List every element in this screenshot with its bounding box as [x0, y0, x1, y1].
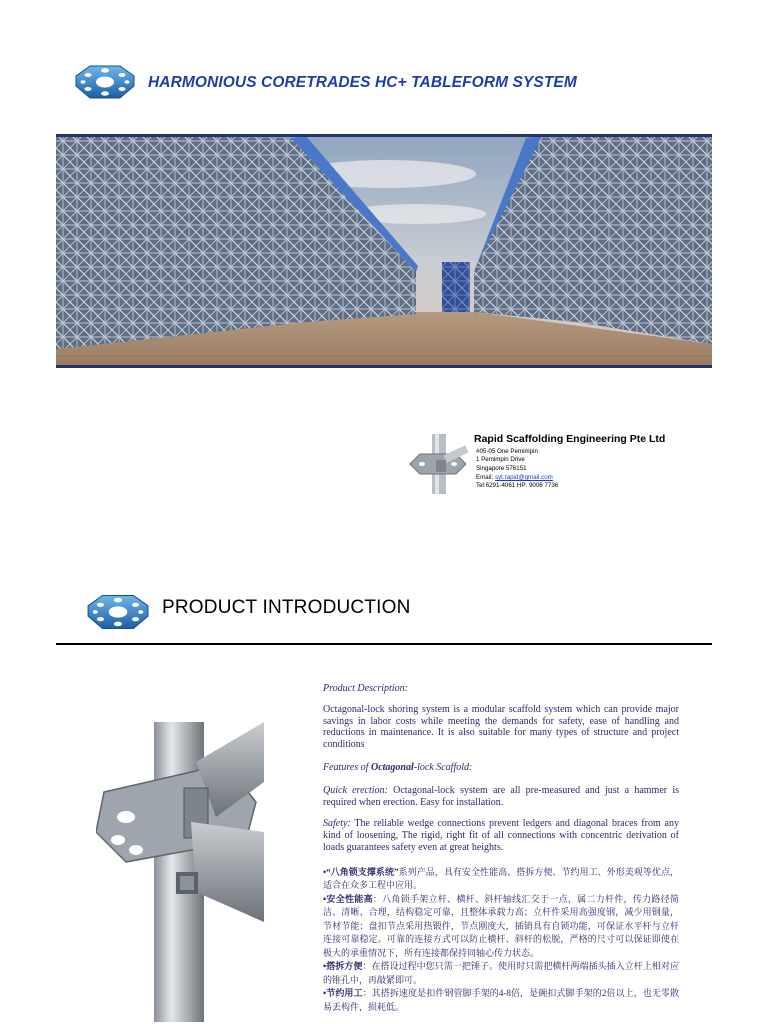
safety-label: Safety: — [323, 818, 351, 830]
address-line-2: 1 Pemimpin Drive — [476, 456, 525, 463]
address-line-3: Singapore 576151 — [476, 465, 527, 472]
quick-erection — [323, 785, 679, 809]
safety — [323, 818, 679, 853]
scaffolding-photo — [56, 134, 712, 367]
cn-bold-2: •安全性能高 — [323, 893, 373, 904]
coupler-photo — [96, 722, 264, 1022]
phone-line: Tel:6291-4061 HP: 9006 7736 — [476, 482, 559, 489]
coupler-thumbnail — [406, 434, 470, 494]
cn-bold-3: •搭拆方便 — [323, 961, 363, 972]
features-suffix: -lock Scaffold: — [413, 761, 473, 773]
cn-paragraph-2 — [323, 893, 679, 961]
product-description — [323, 683, 679, 1014]
page-title: HARMONIOUS CORETRADES HC+ TABLEFORM SYSTEM — [148, 74, 577, 91]
email-label: Email: — [476, 474, 494, 481]
email-line — [476, 474, 553, 482]
cn-text-2: ：八角锁手架立杆、横杆、斜杆轴线汇交于一点，属二力杆件，传力路径简洁、清晰、合理，结构稳定可靠，且整体承载力高；立杆件采用高强度钢，减少用钢量，节材节能；盘扣节点采用热锻件，节点刚度大，插销具有自锁功能，可保证水平杆与立杆连接可靠稳定。可靠的连接方式可以防止横杆、斜杆的松脱，严格的尺寸可以保证即使在极大的承重情况下，所有连接都保持同轴心传力状态。 — [323, 893, 679, 958]
cn-text-1: 系列产品，具有安全性能高、搭拆方便、节约用工、外形美观等优点，适合在众多工程中应用。 — [323, 866, 679, 891]
hero-bottom-border — [56, 365, 712, 368]
cn-paragraph-3 — [323, 960, 679, 987]
features-heading — [323, 762, 679, 774]
quick-erection-label: Quick erection: — [323, 784, 388, 796]
features-prefix: Features of — [323, 761, 369, 773]
cn-paragraph-1 — [323, 866, 679, 893]
section-logo — [86, 592, 150, 632]
cn-bold-1: •“八角锁支撑系统” — [323, 866, 399, 877]
company-logo — [74, 63, 136, 101]
cn-text-3: ：在搭设过程中您只需一把锤子。使用时只需把横杆两端插头插入立杆上相对应的锥孔中，再敲紧即可。 — [323, 961, 679, 985]
company-name: Rapid Scaffolding Engineering Pte Ltd — [474, 433, 666, 445]
quick-erection-text: Octagonal-lock system are all pre-measured and just a hammer is required when erection. Easy for installation. — [323, 784, 680, 808]
section-divider — [56, 643, 712, 645]
cn-text-4: ：其搭拆速度是扣件钢管脚手架的4-8倍，是碗扣式脚手架的2倍以上，也无零散易丢构件，损耗低。 — [323, 988, 680, 1012]
hero-top-border — [56, 134, 712, 137]
email-link[interactable]: syt.rapid@gmail.com — [494, 474, 553, 481]
description-text: Octagonal-lock shoring system is a modular scaffold system which can provide major savings in labor costs while meeting the demands for safety, ease of handling and reductions in maintenance. It is also suitable for many types of structure and project conditions — [323, 703, 679, 751]
safety-text: The reliable wedge connections prevent ledgers and diagonal braces from any kind of loosening, The rigid, right fit of all connections with concentric derivation of loads guarantees safety even at great heights. — [323, 818, 679, 853]
cn-paragraph-4 — [323, 987, 679, 1014]
features-bold: Octagonal — [370, 761, 414, 773]
cn-bold-4: •节约用工 — [323, 988, 363, 999]
description-heading: Product Description: — [323, 683, 408, 694]
address-line-1: #05-05 One Pemimpin — [476, 448, 538, 455]
section-title: PRODUCT INTRODUCTION — [162, 597, 411, 618]
